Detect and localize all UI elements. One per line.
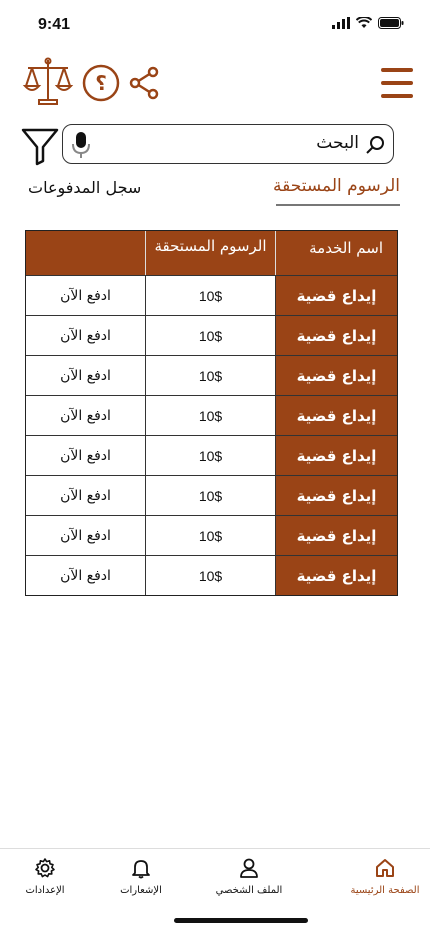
pay-now-button[interactable]: ادفع الآن — [26, 476, 146, 515]
fee-amount: 10$ — [146, 556, 276, 595]
status-icons — [332, 17, 404, 29]
fee-amount: 10$ — [146, 356, 276, 395]
scales-icon[interactable] — [22, 56, 74, 108]
fee-amount: 10$ — [146, 476, 276, 515]
header-action — [26, 231, 146, 275]
table-row — [26, 475, 397, 515]
tab-payment-history[interactable]: سجل المدفوعات — [28, 178, 142, 197]
bell-icon — [130, 857, 152, 879]
app-header — [0, 56, 430, 112]
nav-notifications[interactable] — [96, 857, 186, 896]
header-service: اسم الخدمة — [309, 239, 383, 257]
mic-icon[interactable] — [71, 131, 91, 159]
nav-settings-label: الإعدادات — [25, 885, 65, 896]
pay-now-button[interactable]: ادفع الآن — [26, 316, 146, 355]
service-name: إيداع قضية — [276, 516, 397, 555]
share-icon[interactable] — [128, 66, 160, 100]
home-icon — [374, 857, 396, 879]
nav-notifications-label: الإشعارات — [120, 885, 162, 896]
header-fee: الرسوم المستحقة — [146, 231, 276, 275]
fee-amount: 10$ — [146, 316, 276, 355]
service-name: إيداع قضية — [276, 356, 397, 395]
pay-now-button[interactable]: ادفع الآن — [26, 396, 146, 435]
table-row — [26, 555, 397, 595]
fee-amount: 10$ — [146, 436, 276, 475]
table-row — [26, 315, 397, 355]
fee-amount: 10$ — [146, 276, 276, 315]
status-time: 9:41 — [38, 16, 71, 33]
wifi-icon — [356, 17, 372, 29]
service-name: إيداع قضية — [276, 276, 397, 315]
user-icon — [238, 857, 260, 879]
search-icon — [365, 135, 385, 155]
fee-amount: 10$ — [146, 396, 276, 435]
table-row — [26, 515, 397, 555]
service-name: إيداع قضية — [276, 436, 397, 475]
pay-now-button[interactable]: ادفع الآن — [26, 556, 146, 595]
fees-table — [25, 230, 398, 596]
pay-now-button[interactable]: ادفع الآن — [26, 356, 146, 395]
nav-home-label: الصفحة الرئيسية — [350, 885, 420, 896]
status-bar — [0, 0, 430, 50]
table-row — [26, 355, 397, 395]
menu-icon[interactable] — [380, 66, 414, 100]
nav-profile[interactable] — [204, 857, 294, 896]
nav-settings[interactable] — [0, 857, 90, 896]
table-header — [26, 231, 397, 275]
table-row — [26, 395, 397, 435]
home-indicator — [174, 918, 308, 923]
search-input[interactable] — [62, 124, 394, 164]
gear-icon — [34, 857, 56, 879]
service-name: إيداع قضية — [276, 316, 397, 355]
tab-due-fees[interactable]: الرسوم المستحقة — [273, 176, 400, 196]
fee-amount: 10$ — [146, 516, 276, 555]
table-body — [26, 275, 397, 595]
pay-now-button[interactable]: ادفع الآن — [26, 276, 146, 315]
battery-icon — [378, 17, 404, 29]
nav-home[interactable] — [340, 857, 430, 896]
filter-icon[interactable] — [20, 126, 60, 166]
tab-active-indicator — [276, 204, 400, 206]
svg-text:؟: ؟ — [95, 71, 107, 95]
pay-now-button[interactable]: ادفع الآن — [26, 436, 146, 475]
service-name: إيداع قضية — [276, 556, 397, 595]
search-placeholder: البحث — [316, 133, 359, 153]
table-row — [26, 275, 397, 315]
service-name: إيداع قضية — [276, 396, 397, 435]
question-icon[interactable] — [82, 64, 120, 102]
table-row — [26, 435, 397, 475]
service-name: إيداع قضية — [276, 476, 397, 515]
signal-icon — [332, 17, 350, 29]
pay-now-button[interactable]: ادفع الآن — [26, 516, 146, 555]
nav-profile-label: الملف الشخصي — [215, 885, 283, 896]
